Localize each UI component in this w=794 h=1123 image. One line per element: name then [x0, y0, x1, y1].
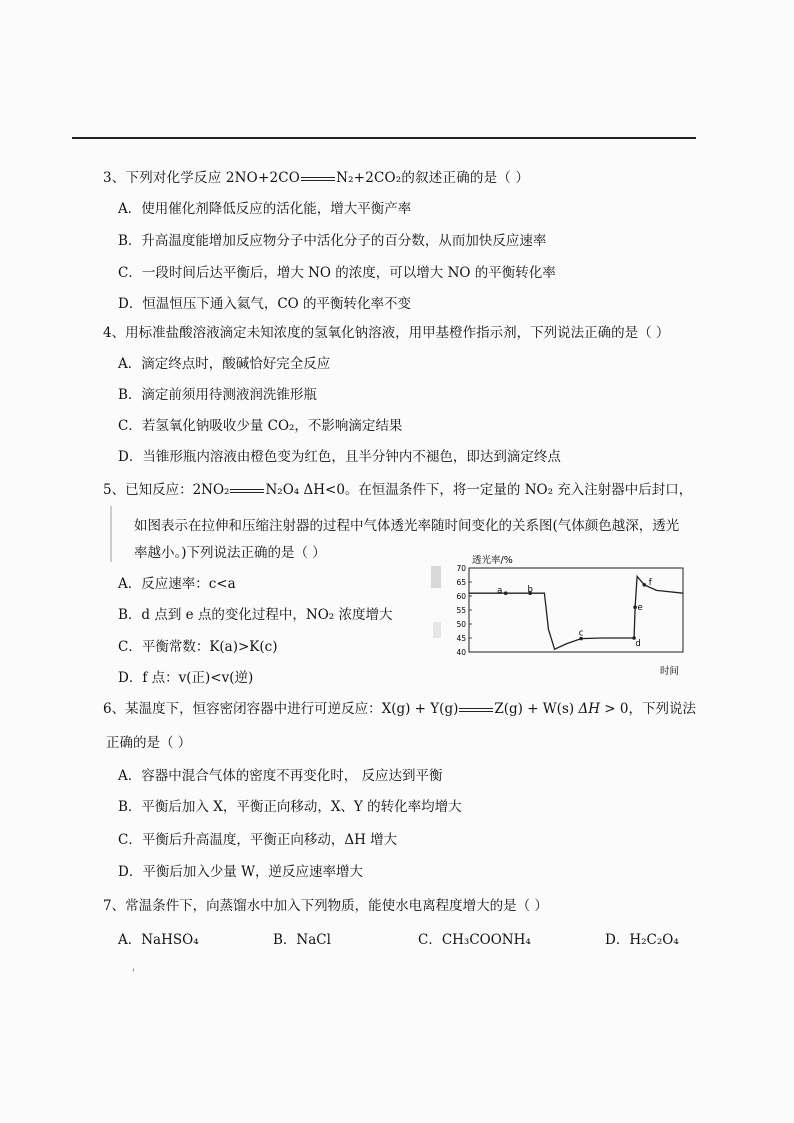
question-6-stem-line2: 正确的是（ ）: [106, 735, 192, 751]
question-7-stem: 7、常温条件下，向蒸馏水中加入下列物质，能使水电离程度增大的是（ ）: [103, 898, 548, 914]
q4-option-a: A．滴定终点时，酸碱恰好完全反应: [118, 356, 331, 372]
scan-smudge: [431, 566, 441, 588]
point-a: [504, 591, 508, 595]
q3-option-d: D．恒温恒压下通入氦气，CO 的平衡转化率不变: [118, 296, 412, 312]
scan-speck: ': [132, 968, 135, 979]
point-label-b: b: [527, 585, 533, 596]
margin-mark: [110, 506, 112, 562]
transmittance-chart: [425, 552, 689, 676]
q3-option-c: C．一段时间后达平衡后，增大 NO 的浓度，可以增大 NO 的平衡转化率: [118, 265, 556, 281]
point-label-f: f: [648, 577, 652, 588]
q5-option-b: B．d 点到 e 点的变化过程中，NO₂ 浓度增大: [118, 607, 393, 623]
question-5-stem-line3: 率越小。)下列说法正确的是（ ）: [134, 545, 326, 561]
q6-option-d: D．平衡后加入少量 W，逆反应速率增大: [118, 864, 363, 880]
point-label-c: c: [578, 628, 584, 639]
y-tick-label: 50: [456, 620, 466, 629]
q4-option-c: C．若氢氧化钠吸收少量 CO₂，不影响滴定结果: [118, 418, 403, 434]
equilibrium-arrow-icon: [301, 174, 335, 184]
chart-ylabel: 透光率/%: [472, 555, 513, 566]
point-label-e: e: [637, 603, 643, 614]
y-tick-label: 40: [456, 648, 466, 657]
header-rule: [72, 137, 696, 139]
question-5-stem-line2: 如图表示在拉伸和压缩注射器的过程中气体透光率随时间变化的关系图(气体颜色越深，透光: [134, 518, 680, 534]
question-5-stem: 5、已知反应：2NO₂ N₂O₄ ΔH<0。在恒温条件下，将一定量的 NO₂ 充入注射器中后封口，: [103, 482, 693, 498]
q3-option-a: A．使用催化剂降低反应的活化能，增大平衡产率: [118, 201, 412, 217]
q7-option-c: C．CH₃COONH₄: [418, 932, 531, 948]
q6-option-c: C．平衡后升高温度，平衡正向移动，ΔH 增大: [118, 832, 398, 848]
point-label-a: a: [497, 586, 503, 597]
q6-option-a: A．容器中混合气体的密度不再变化时， 反应达到平衡: [118, 768, 443, 784]
question-4-stem: 4、用标准盐酸溶液滴定未知浓度的氢氧化钠溶液，用甲基橙作指示剂，下列说法正确的是（ ）: [103, 325, 670, 341]
equilibrium-arrow-icon: [230, 486, 264, 496]
q4-option-b: B．滴定前须用待测液润洗锥形瓶: [118, 387, 317, 403]
chart-xlabel: 时间: [660, 666, 680, 676]
q5-option-c: C．平衡常数：K(a)>K(c): [118, 639, 278, 655]
y-tick-label: 60: [456, 592, 466, 601]
y-tick-label: 55: [456, 606, 466, 615]
point-e: [633, 605, 637, 609]
q3-option-b: B．升高温度能增加反应物分子中活化分子的百分数，从而加快反应速率: [118, 233, 547, 249]
y-tick-label: 70: [456, 564, 466, 573]
q6-option-b: B．平衡后加入 X，平衡正向移动，X、Y 的转化率均增大: [118, 799, 462, 815]
point-f: [642, 583, 646, 587]
question-3-stem: 3、下列对化学反应 2NO+2CO N₂+2CO₂的叙述正确的是（ ）: [103, 170, 530, 186]
equilibrium-arrow-icon: [459, 705, 493, 715]
q5-option-a: A．反应速率：c<a: [118, 576, 236, 592]
q4-option-d: D．当锥形瓶内溶液由橙色变为红色，且半分钟内不褪色，即达到滴定终点: [118, 449, 561, 465]
scan-smudge: [433, 622, 441, 638]
y-tick-label: 65: [456, 578, 466, 587]
q5-option-d: D．f 点：v(正)<v(逆): [118, 670, 254, 686]
q7-option-a: A．NaHSO₄: [118, 932, 199, 948]
point-label-d: d: [635, 639, 641, 649]
q7-option-b: B．NaCl: [273, 932, 331, 948]
y-tick-label: 45: [456, 634, 466, 643]
question-6-stem: 6、某温度下，恒容密闭容器中进行可逆反应：X(g) + Y(g) Z(g) + W(s) ΔH > 0，下列说法: [103, 701, 696, 717]
q7-option-d: D．H₂C₂O₄: [605, 932, 679, 948]
